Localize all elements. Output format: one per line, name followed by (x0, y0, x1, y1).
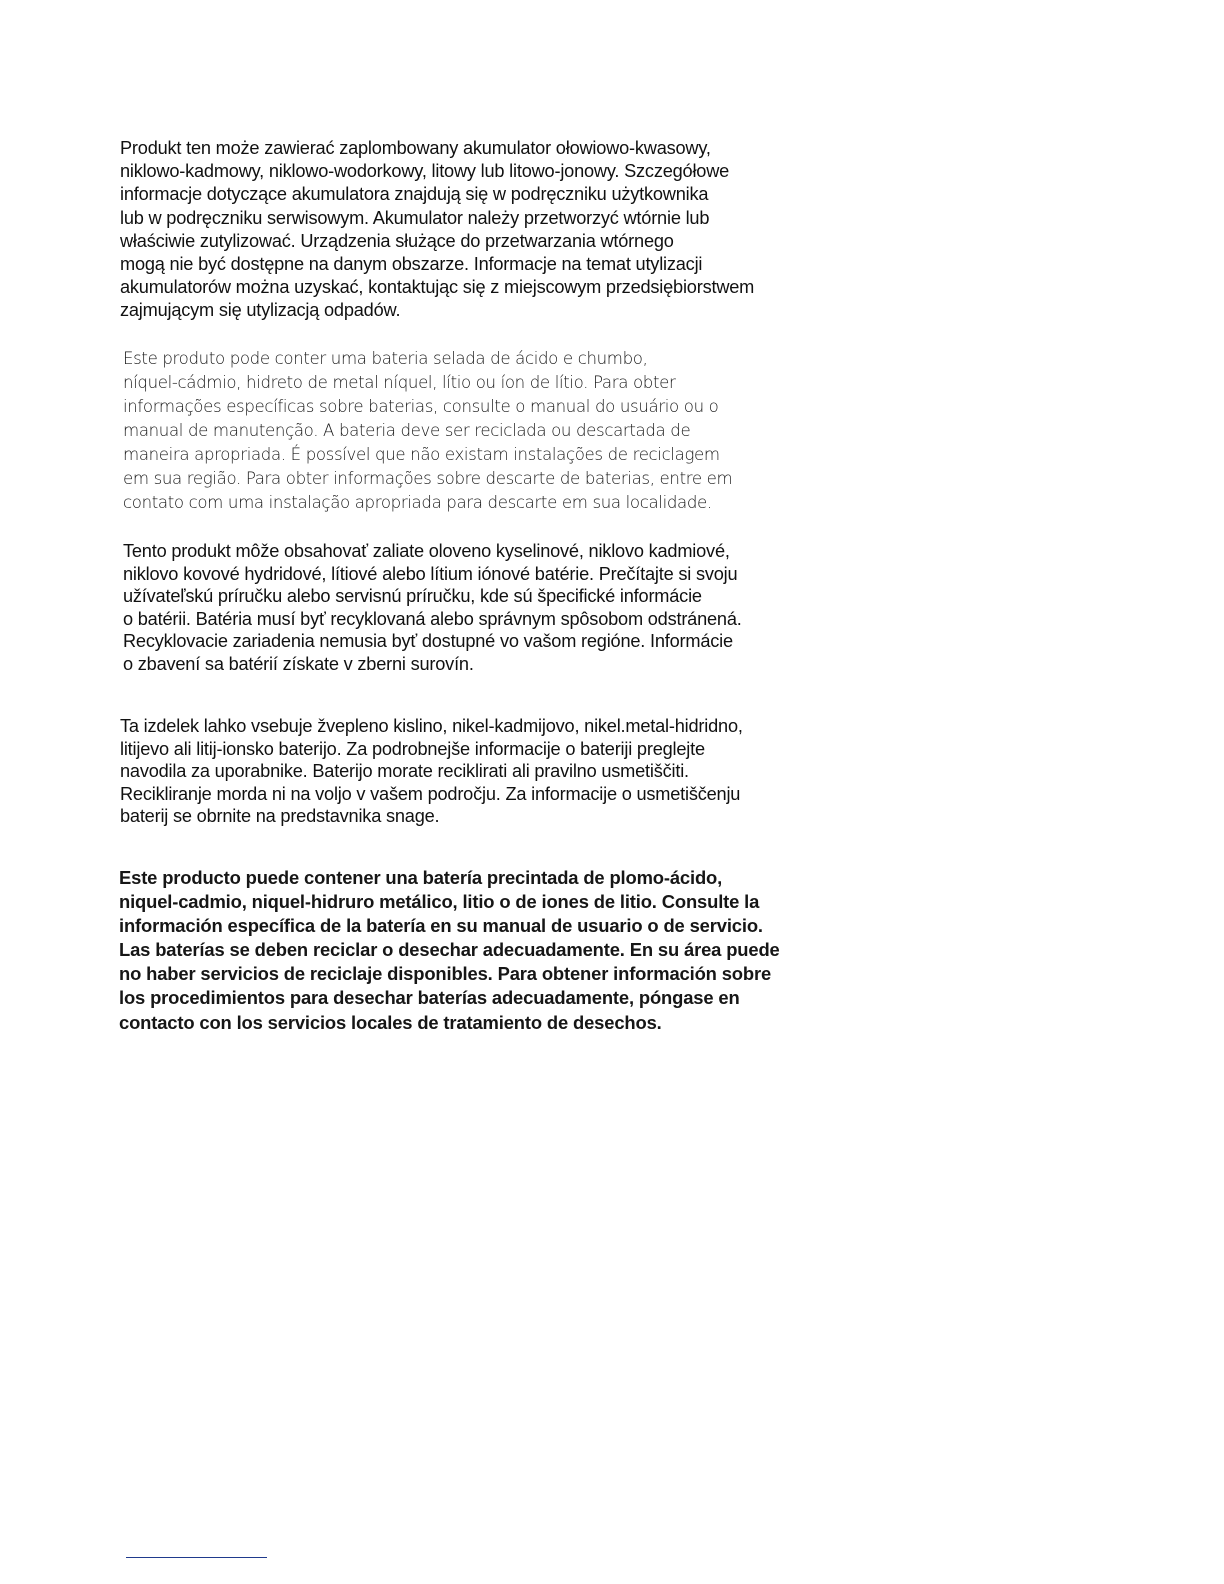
text-line: o batérii. Batéria musí byť recyklovaná alebo správnym spôsobom odstránená. (123, 608, 742, 629)
text-line: informações específicas sobre baterias, consulte o manual do usuário ou o (123, 397, 719, 416)
text-line: Recikliranje morda ni na voljo v vašem področju. Za informacije o usmetiščenju (120, 783, 741, 804)
text-line: Este producto puede contener una batería precintada de plomo-ácido, (119, 867, 723, 888)
text-line: baterij se obrnite na predstavnika snage. (120, 806, 440, 827)
text-line: užívateľskú príručku alebo servisnú príručku, kde sú špecifické informácie (123, 586, 702, 607)
text-line: níquel-cádmio, hidreto de metal níquel, lítio ou íon de lítio. Para obter (123, 373, 676, 392)
text-line: maneira apropriada. É possível que não existam instalações de reciclagem (123, 445, 720, 464)
text-line: informacje dotyczące akumulatora znajdują się w podręczniku użytkownika (120, 184, 709, 205)
text-line: niquel-cadmio, niquel-hidruro metálico, litio o de iones de litio. Consulte la (119, 891, 760, 913)
text-line: niklowo-kadmowy, niklowo-wodorkowy, litowy lub litowo-jonowy. Szczegółowe (120, 161, 730, 182)
text-line: Este produto pode conter uma bateria selada de ácido e chumbo, (123, 349, 648, 368)
text-line: navodila za uporabnike. Baterijo morate reciklirati ali pravilno usmetiščiti. (120, 761, 689, 782)
text-line: información específica de la batería en su manual de usuario o de servicio. (119, 915, 763, 937)
text-line: Produkt ten może zawierać zaplombowany akumulator ołowiowo-kwasowy, (120, 138, 711, 158)
paragraph-polish (120, 137, 754, 323)
text-line: mogą nie być dostępne na danym obszarze. Informacje na temat utylizacji (120, 254, 703, 275)
text-line: Ta izdelek lahko vsebuje žvepleno kislino, nikel-kadmijovo, nikel.metal-hidridno, (120, 716, 743, 736)
paragraph-slovak (123, 540, 742, 676)
text-line: em sua região. Para obter informações sobre descarte de baterias, entre em (123, 469, 733, 488)
text-line: właściwie zutylizować. Urządzenia służące do przetwarzania wtórnego (120, 230, 674, 251)
paragraph-spanish (119, 866, 780, 1035)
text-line: contacto con los servicios locales de tratamiento de desechos. (119, 1011, 662, 1033)
footer-rule (126, 1557, 267, 1558)
paragraph-slovenian (120, 715, 743, 828)
text-line: no haber servicios de reciclaje disponibles. Para obtener información sobre (119, 963, 772, 985)
text-line: manual de manutenção. A bateria deve ser reciclada ou descartada de (123, 421, 691, 440)
text-line: contato com uma instalação apropriada para descarte em sua localidade. (123, 493, 712, 512)
text-line: o zbavení sa batérií získate v zberni surovín. (123, 653, 474, 674)
text-line: Las baterías se deben reciclar o desechar adecuadamente. En su área puede (119, 939, 780, 961)
text-line: niklovo kovové hydridové, lítiové alebo lítium iónové batérie. Prečítajte si svoju (123, 563, 738, 584)
text-line: litijevo ali litij-ionsko baterijo. Za podrobnejše informacije o bateriji preglejte (120, 738, 705, 759)
text-line: lub w podręczniku serwisowym. Akumulator należy przetworzyć wtórnie lub (120, 207, 710, 228)
text-line: los procedimientos para desechar baterías adecuadamente, póngase en (119, 987, 740, 1009)
text-line: zajmującym się utylizacją odpadów. (120, 300, 401, 321)
text-line: akumulatorów można uzyskać, kontaktując się z miejscowym przedsiębiorstwem (120, 277, 755, 298)
text-line: Tento produkt môže obsahovať zaliate oloveno kyselinové, niklovo kadmiové, (123, 541, 730, 561)
paragraph-portuguese (123, 347, 732, 515)
text-line: Recyklovacie zariadenia nemusia byť dostupné vo vašom regióne. Informácie (123, 631, 733, 652)
